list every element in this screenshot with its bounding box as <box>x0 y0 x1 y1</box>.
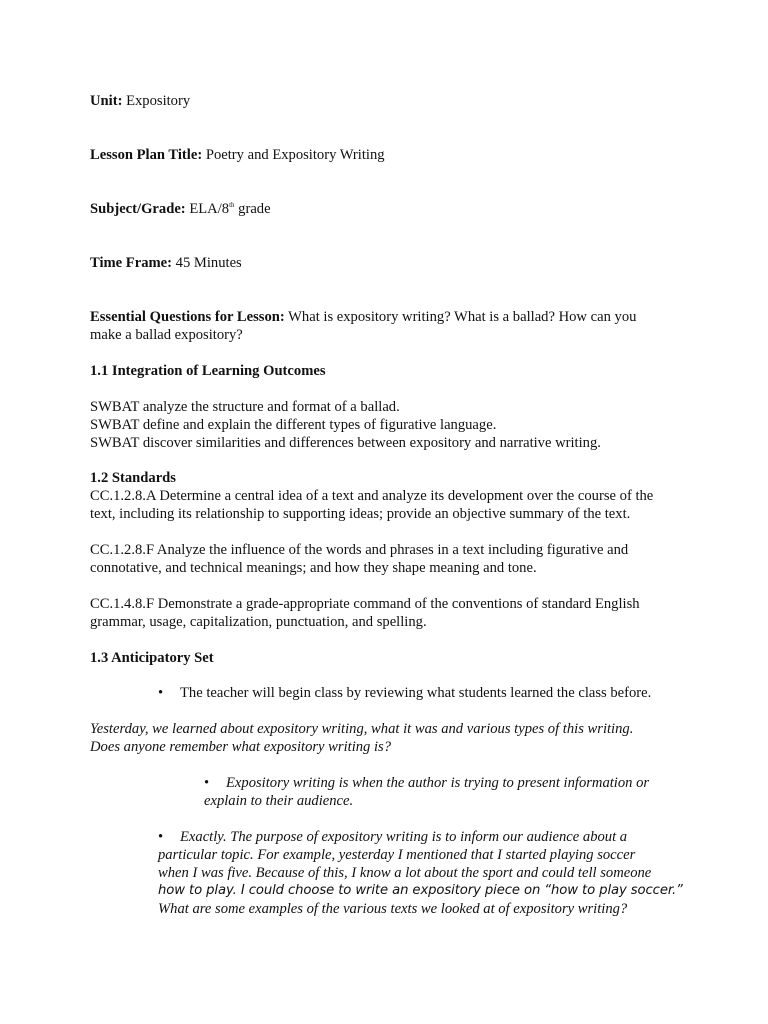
standard-item <box>90 595 690 631</box>
unit-label: Unit: <box>90 93 123 109</box>
teacher-line-4: how to play. I could choose to write an expository piece on “how to play soccer.” <box>158 883 683 898</box>
section-1-3-heading: 1.3 Anticipatory Set <box>90 650 214 666</box>
bullet-glyph: • <box>158 685 164 701</box>
lesson-title-field <box>90 146 690 164</box>
time-frame-field <box>90 254 690 272</box>
subject-grade-label: Subject/Grade: <box>90 201 186 217</box>
lesson-title-label: Lesson Plan Title: <box>90 147 203 163</box>
essential-questions-line-1: What is expository writing? What is a ballad? How can you <box>288 309 637 325</box>
standard-line-1: CC.1.2.8.F Analyze the influence of the words and phrases in a text including figurative and <box>90 542 629 558</box>
standard-line-2: text, including its relationship to supporting ideas; provide an objective summary of the text. <box>90 506 631 522</box>
dialogue-line-1: Yesterday, we learned about expository writing, what it was and various types of this writing. <box>90 721 634 737</box>
standard-item <box>90 487 690 523</box>
section-1-2-heading: 1.2 Standards <box>90 470 176 486</box>
time-frame-label: Time Frame: <box>90 255 172 271</box>
lesson-title-value: Poetry and Expository Writing <box>205 147 385 163</box>
dialogue-line-2: Does anyone remember what expository writing is? <box>90 739 392 755</box>
unit-value: Expository <box>126 93 191 109</box>
subject-grade-suffix: grade <box>238 201 271 217</box>
standard-line-2: grammar, usage, capitalization, punctuation, and spelling. <box>90 614 427 630</box>
unit-field <box>90 92 690 110</box>
standard-line-1: CC.1.4.8.F Demonstrate a grade-appropriate command of the conventions of standard English <box>90 596 640 612</box>
standard-line-2: connotative, and technical meanings; and how they shape meaning and tone. <box>90 560 537 576</box>
learning-outcome-item: SWBAT define and explain the different types of figurative language. <box>90 417 497 433</box>
teacher-line-3: when I was five. Because of this, I know a lot about the sport and could tell someone <box>158 865 652 881</box>
bullet-glyph: • <box>158 829 164 845</box>
student-response-bullet <box>204 774 649 810</box>
response-line-1: Expository writing is when the author is trying to present information or <box>226 775 650 791</box>
subject-grade-value: ELA/8 <box>189 201 230 217</box>
teacher-line-1: Exactly. The purpose of expository writing is to inform our audience about a <box>180 829 628 845</box>
teacher-line-5: What are some examples of the various texts we looked at of expository writing? <box>158 901 628 917</box>
learning-outcome-item: SWBAT analyze the structure and format of a ballad. <box>90 399 400 415</box>
response-line-2: explain to their audience. <box>204 793 354 809</box>
teacher-line-2: particular topic. For example, yesterday I mentioned that I started playing soccer <box>158 847 636 863</box>
dialogue-paragraph <box>90 720 690 756</box>
time-frame-value: 45 Minutes <box>175 255 242 271</box>
essential-questions-line-2: make a ballad expository? <box>90 327 243 343</box>
subject-grade-field <box>90 200 690 218</box>
bullet-item <box>158 684 651 702</box>
learning-outcomes-list <box>90 398 690 452</box>
essential-questions-label: Essential Questions for Lesson: <box>90 309 285 325</box>
teacher-response-bullet <box>158 828 683 918</box>
standard-item <box>90 541 690 577</box>
bullet-glyph: • <box>204 775 210 791</box>
essential-questions-field <box>90 308 690 344</box>
bullet-text: The teacher will begin class by reviewing what students learned the class before. <box>180 685 652 701</box>
grade-superscript: th <box>229 201 235 209</box>
standard-line-1: CC.1.2.8.A Determine a central idea of a text and analyze its development over the course of the <box>90 488 654 504</box>
learning-outcome-item: SWBAT discover similarities and differences between expository and narrative writing. <box>90 435 601 451</box>
section-1-1-heading: 1.1 Integration of Learning Outcomes <box>90 363 326 379</box>
